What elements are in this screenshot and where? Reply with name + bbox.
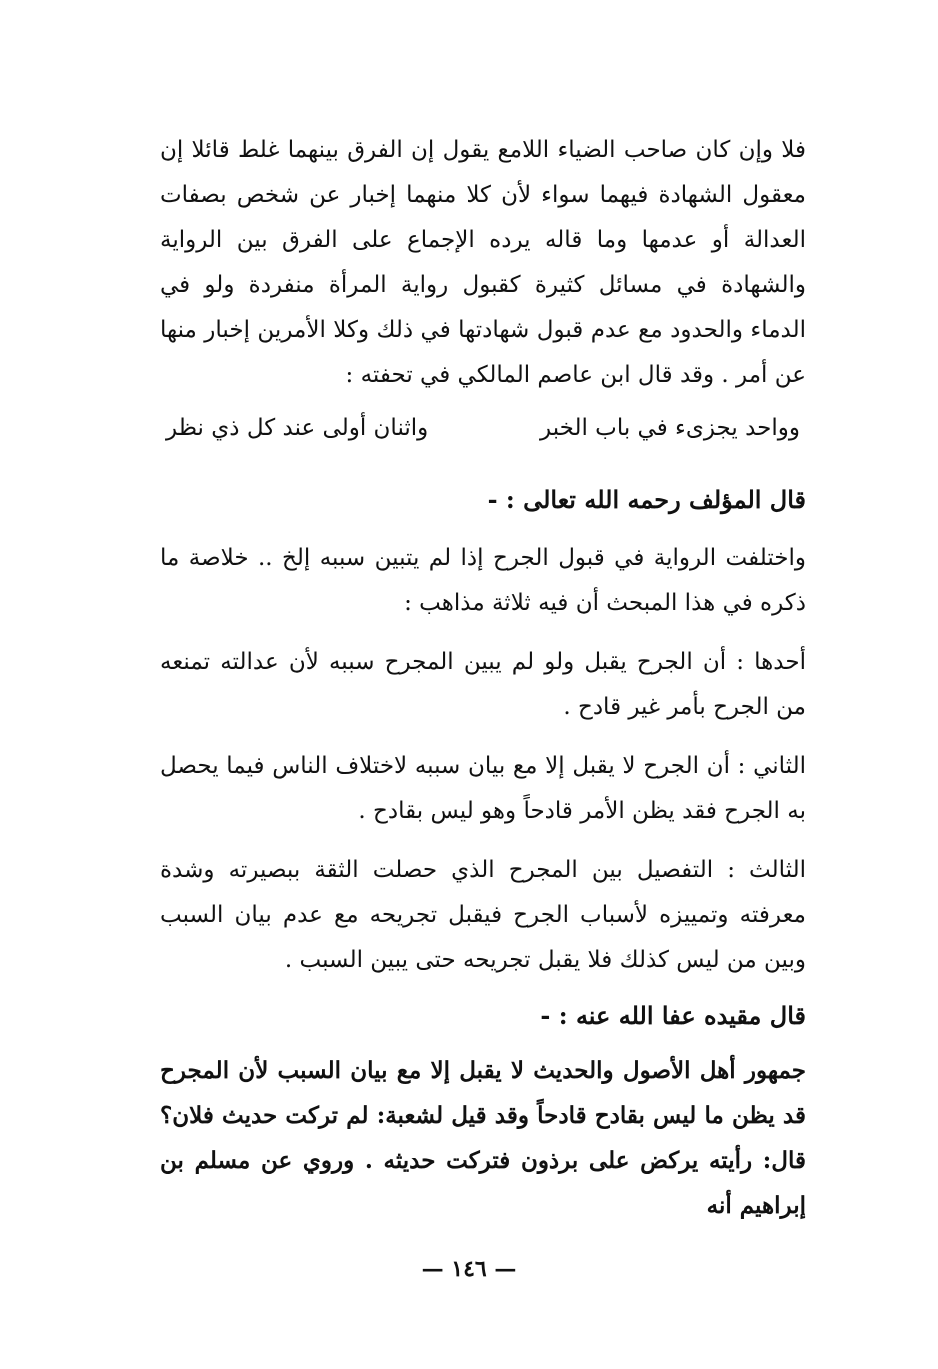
verse-first-hemistich: وواحد يجزىء في باب الخبر (540, 415, 800, 441)
paragraph-third-opinion: الثالث : التفصيل بين المجرح الذي حصلت الثقة ببصيرته وشدة معرفته وتمييزه لأسباب الجرح فيقبل تجريحه مع عدم بيان السبب وبين من ليس كذلك فلا يقبل تجريحه حتى يبين السبب . (160, 857, 806, 973)
paragraph-intro: فلا وإن كان صاحب الضياء اللامع يقول إن الفرق بينهما غلط قائلا إن معقول الشهادة فيهما سواء لأن كلا منهما إخبار عن شخص بصفات العدالة أو عدمها وما قاله يرده الإجماع على الفرق بين الرواية والشهادة في مسائل كثيرة كقبول رواية المرأة منفردة ولو في الدماء والحدود مع عدم قبول شهادتها في ذلك وكلا الأمرين إخبار منها عن أمر . وقد قال ابن عاصم المالكي في تحفته : (160, 137, 806, 388)
section-heading-commentator: قال مقيده عفا الله عنه : - (540, 1001, 806, 1030)
poetry-verse (166, 406, 800, 451)
verse-second-hemistich: واثنان أولى عند كل ذي نظر (166, 415, 429, 441)
section-heading-author: قال المؤلف رحمه الله تعالى : - (487, 485, 806, 514)
paragraph-summary: واختلفت الرواية في قبول الجرح إذا لم يتبين سببه إلخ .. خلاصة ما ذكره في هذا المبحث أن فيه ثلاثة مذاهب : (160, 545, 806, 616)
page-body (160, 128, 806, 1228)
paragraph-second-opinion: الثاني : أن الجرح لا يقبل إلا مع بيان سببه لاختلاف الناس فيما يحصل به الجرح فقد يظن الأمر قادحاً وهو ليس بقادح . (160, 753, 806, 824)
paragraph-first-opinion: أحدها : أن الجرح يقبل ولو لم يبين المجرح سببه لأن عدالته تمنعه من الجرح بأمر غير قادح . (160, 649, 806, 720)
paragraph-majority-view: جمهور أهل الأصول والحديث لا يقبل إلا مع بيان السبب لأن المجرح قد يظن ما ليس بقادح قادحاً وقد قيل لشعبة: لم تركت حديث فلان؟ قال: رأيته يركض على برذون فتركت حديثه . وروي عن مسلم بن إبراهيم أنه (160, 1057, 806, 1219)
page-number: — ١٤٦ — (421, 1256, 517, 1282)
